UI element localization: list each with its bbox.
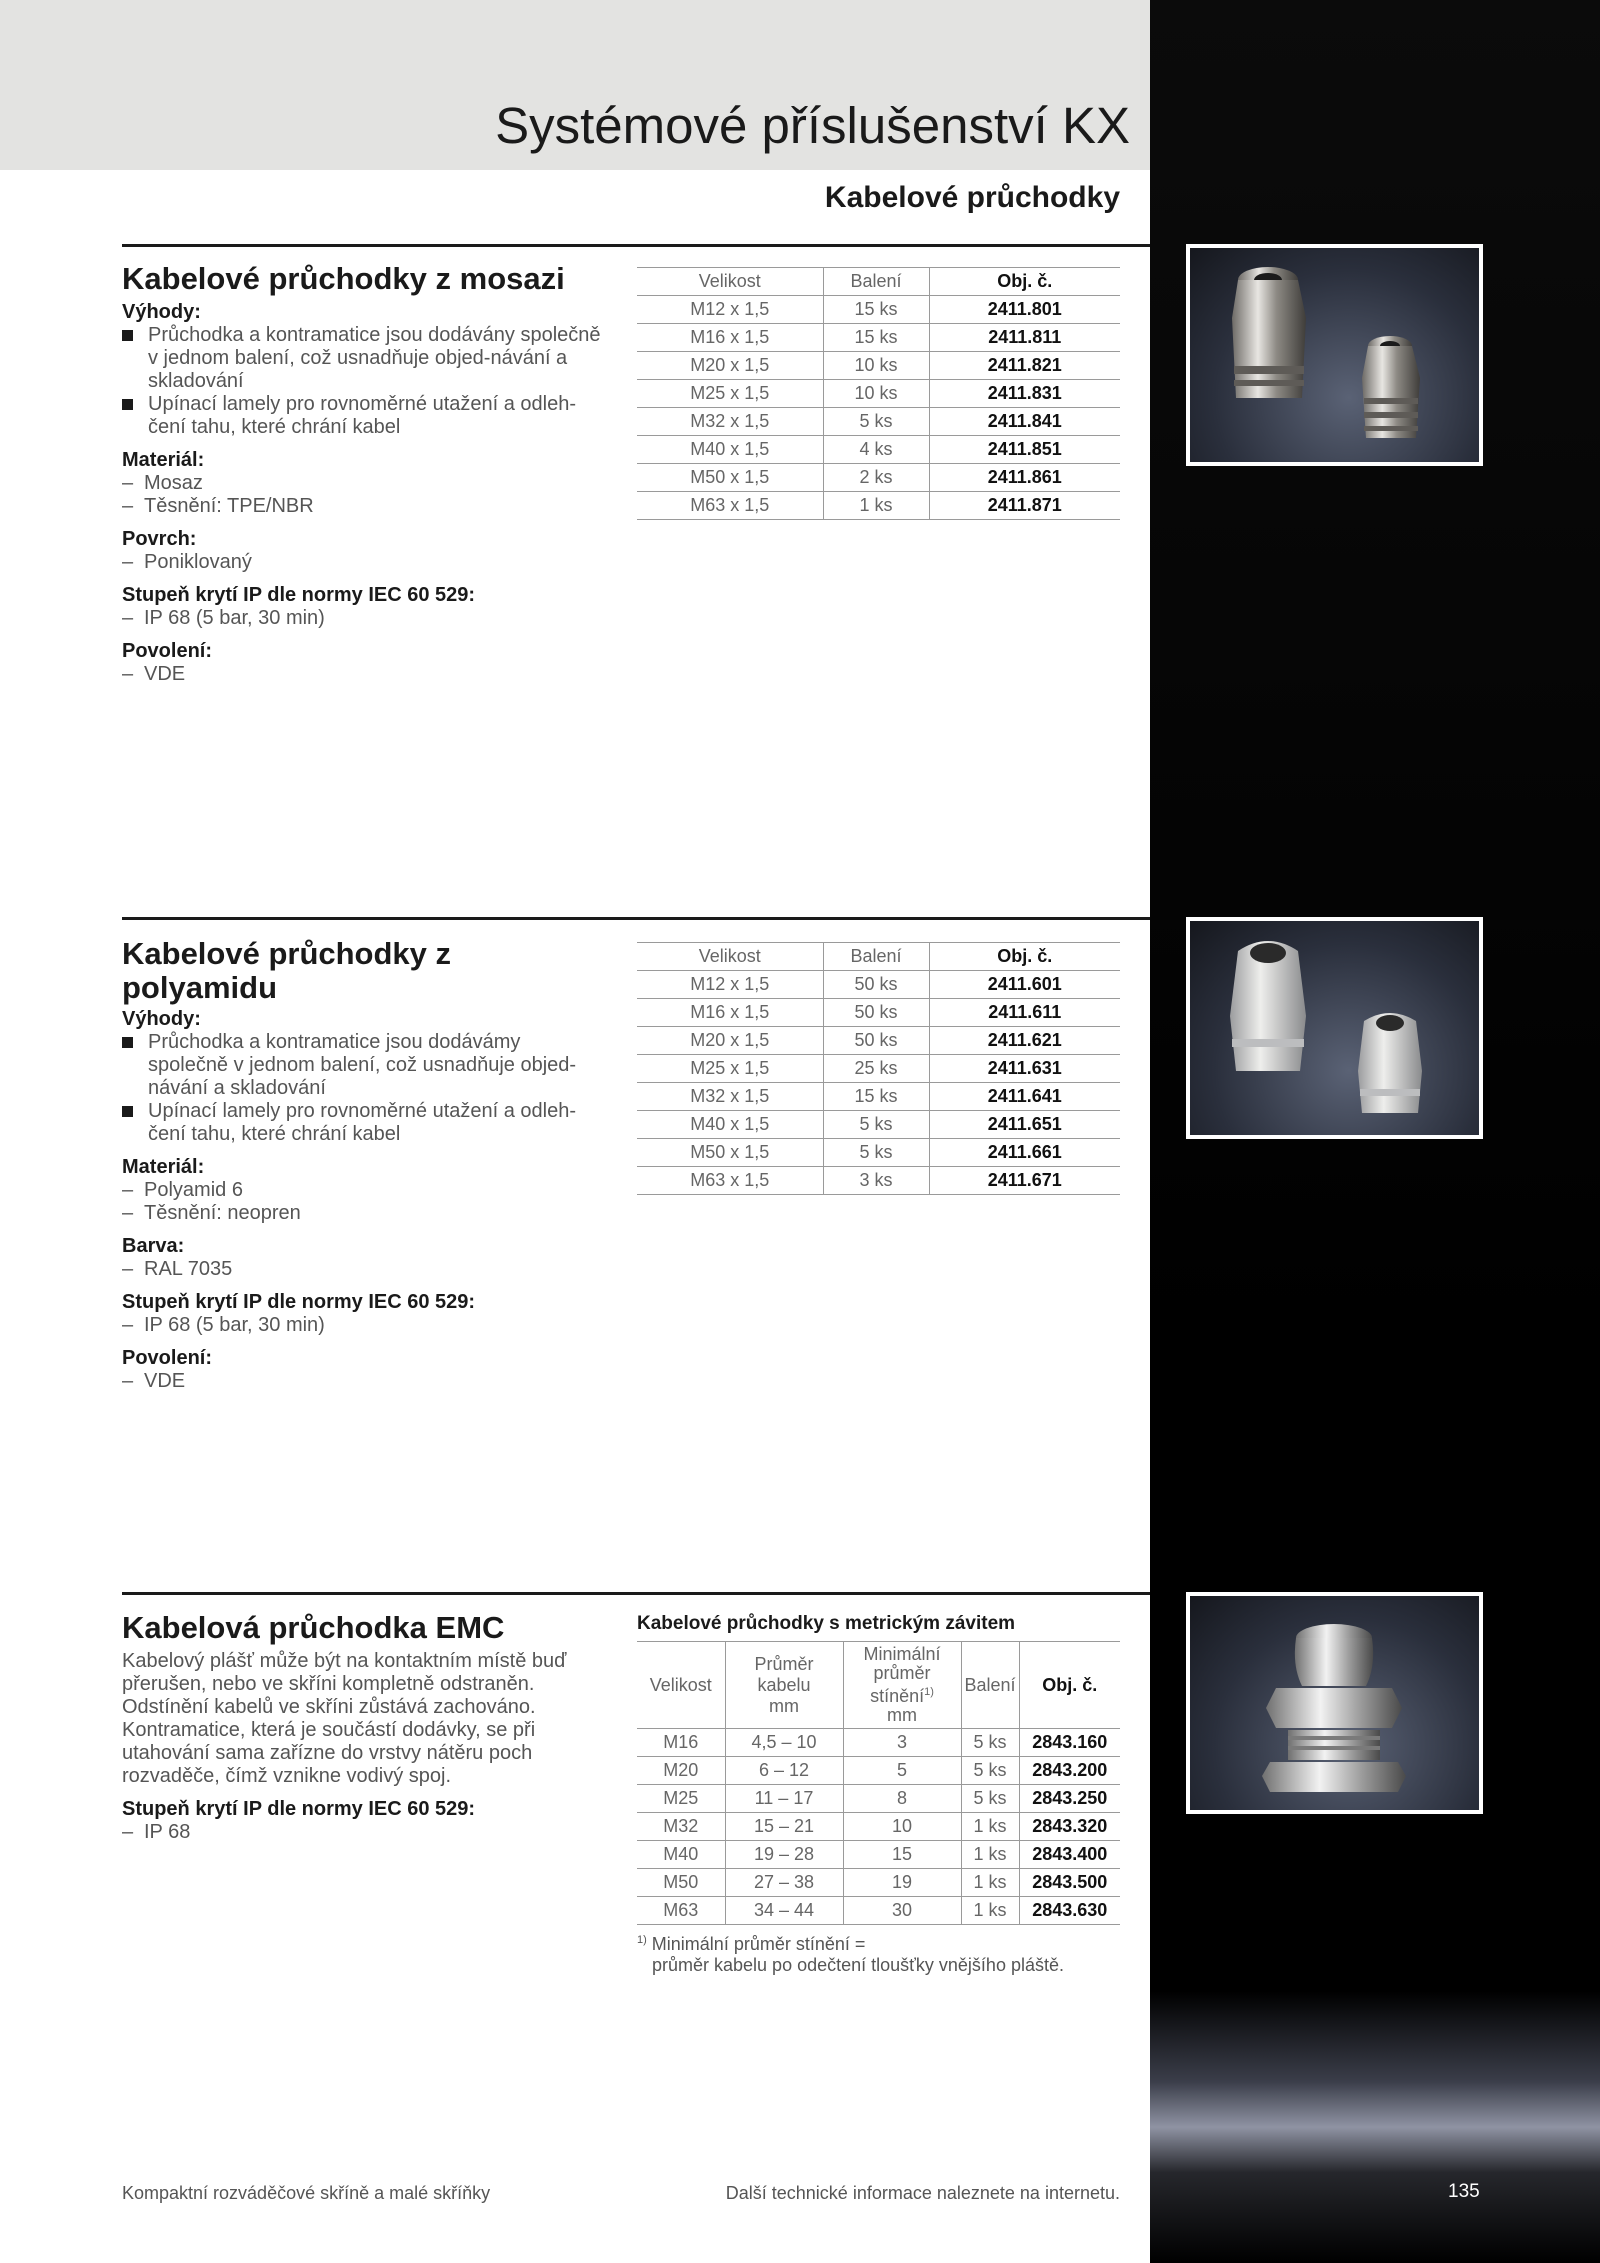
table-row: M16 x 1,5 50 ks 2411.611 xyxy=(637,999,1120,1027)
table-row: M63 34 – 44 30 1 ks 2843.630 xyxy=(637,1897,1120,1925)
ip-item: – IP 68 (5 bar, 30 min) xyxy=(122,1314,325,1336)
section-brass-details xyxy=(122,301,602,686)
section-title-polyamide: Kabelové průchodky z polyamidu xyxy=(122,936,452,1005)
table-row: M20 x 1,5 50 ks 2411.621 xyxy=(637,1027,1120,1055)
section-title-brass: Kabelové průchodky z mosazi xyxy=(122,261,565,296)
table-row: M63 x 1,5 3 ks 2411.671 xyxy=(637,1167,1120,1195)
ip-item: – IP 68 (5 bar, 30 min) xyxy=(122,607,325,629)
ip-item: – IP 68 xyxy=(122,1821,191,1843)
footer-left-text: Kompaktní rozváděčové skříně a malé skříňky xyxy=(122,2183,491,2203)
table-row: M40 x 1,5 5 ks 2411.651 xyxy=(637,1111,1120,1139)
col-header-order-no: Obj. č. xyxy=(929,268,1120,296)
section-divider xyxy=(122,244,1150,247)
material-item: – Polyamid 6 xyxy=(122,1179,243,1201)
bullet-square-icon xyxy=(122,1037,133,1048)
page-subtitle: Kabelové průchodky xyxy=(824,181,1120,214)
section-polyamide-details xyxy=(122,1008,602,1393)
section-divider xyxy=(122,917,1150,920)
table-row: M50 27 – 38 19 1 ks 2843.500 xyxy=(637,1869,1120,1897)
table-row: M32 15 – 21 10 1 ks 2843.320 xyxy=(637,1813,1120,1841)
polyamide-glands-table xyxy=(637,942,1120,1195)
table-row: M12 x 1,5 50 ks 2411.601 xyxy=(637,971,1120,999)
advantage-item: Upínací lamely pro rovnoměrné utažení a odleh-čení tahu, které chrání kabel xyxy=(122,1100,602,1146)
advantages-label: Výhody: xyxy=(122,301,201,323)
approval-item: – VDE xyxy=(122,663,186,685)
table-row: M25 x 1,5 25 ks 2411.631 xyxy=(637,1055,1120,1083)
polyamide-glands-illustration xyxy=(1190,921,1479,1135)
ip-label: Stupeň krytí IP dle normy IEC 60 529: xyxy=(122,1798,476,1820)
col-header-order-no: Obj. č. xyxy=(929,943,1120,971)
material-item: – Mosaz xyxy=(122,472,203,494)
surface-label: Povrch: xyxy=(122,528,197,550)
emc-gland-illustration xyxy=(1190,1596,1479,1810)
approval-label: Povolení: xyxy=(122,640,213,662)
col-header-pack: Balení xyxy=(961,1642,1019,1729)
advantage-item: Průchodka a kontramatice jsou dodávány společně v jednom balení, což usnadňuje objed-návání a skladování xyxy=(122,324,602,393)
material-item: – Těsnění: neopren xyxy=(122,1202,301,1224)
table-row: M40 x 1,5 4 ks 2411.851 xyxy=(637,436,1120,464)
emc-table-footnote: $^{1)}$ Minimální průměr stínění = průměr kabelu po odečtení tloušťky vnějšího pláště. xyxy=(637,1934,1064,1975)
footer-middle-text: Další technické informace naleznete na internetu. xyxy=(725,2183,1120,2203)
table-row: M63 x 1,5 1 ks 2411.871 xyxy=(637,492,1120,520)
table-row: M50 x 1,5 5 ks 2411.661 xyxy=(637,1139,1120,1167)
col-header-cable-diameter: Průměr kabelu mm xyxy=(725,1642,843,1729)
table-row: M32 x 1,5 5 ks 2411.841 xyxy=(637,408,1120,436)
approval-item: – VDE xyxy=(122,1370,186,1392)
col-header-pack: Balení xyxy=(823,943,929,971)
emc-cable-gland-photo xyxy=(1186,1592,1483,1814)
page-number: 135 xyxy=(1448,2181,1480,2202)
table-row: M12 x 1,5 15 ks 2411.801 xyxy=(637,296,1120,324)
table-row: M20 6 – 12 5 5 ks 2843.200 xyxy=(637,1757,1120,1785)
table-row: M40 19 – 28 15 1 ks 2843.400 xyxy=(637,1841,1120,1869)
material-item: – Těsnění: TPE/NBR xyxy=(122,495,314,517)
advantage-item: Upínací lamely pro rovnoměrné utažení a odleh-čení tahu, které chrání kabel xyxy=(122,393,602,439)
col-header-order-no: Obj. č. xyxy=(1019,1642,1120,1729)
bullet-square-icon xyxy=(122,1106,133,1117)
table-header-row xyxy=(637,268,1120,296)
section-emc-details xyxy=(122,1650,592,1844)
col-header-size: Velikost xyxy=(637,268,823,296)
col-header-size: Velikost xyxy=(637,1642,725,1729)
col-header-size: Velikost xyxy=(637,943,823,971)
emc-description: Kabelový plášť může být na kontaktním místě buď přerušen, nebo ve skříni kompletně odstraněn. Odstínění kabelů ve skříni zůstává zachováno. Kontramatice, která je součástí dodávky, se při utahování sama zařízne do vrstvy nátěru poch rozvaděče, čímž vznikne vodivý spoj. xyxy=(122,1650,567,1787)
table-row: M50 x 1,5 2 ks 2411.861 xyxy=(637,464,1120,492)
approval-label: Povolení: xyxy=(122,1347,213,1369)
col-header-pack: Balení xyxy=(823,268,929,296)
section-divider xyxy=(122,1592,1150,1595)
table-header-row xyxy=(637,1642,1120,1729)
color-item: – RAL 7035 xyxy=(122,1258,233,1280)
advantages-label: Výhody: xyxy=(122,1008,201,1030)
col-header-min-shield-diameter: Minimální průměr stínění$^{1)}$ mm xyxy=(843,1642,961,1729)
table-row: M16 x 1,5 15 ks 2411.811 xyxy=(637,324,1120,352)
emc-table-caption: Kabelové průchodky s metrickým závitem xyxy=(637,1613,1016,1634)
material-label: Materiál: xyxy=(122,449,205,471)
emc-glands-table xyxy=(637,1641,1120,1925)
surface-item: – Poniklovaný xyxy=(122,551,252,573)
advantage-item: Průchodka a kontramatice jsou dodávámy společně v jednom balení, což usnadňuje objed-návání a skladování xyxy=(122,1031,602,1100)
polyamide-cable-glands-photo xyxy=(1186,917,1483,1139)
table-row: M25 11 – 17 8 5 ks 2843.250 xyxy=(637,1785,1120,1813)
color-label: Barva: xyxy=(122,1235,185,1257)
ip-label: Stupeň krytí IP dle normy IEC 60 529: xyxy=(122,584,476,606)
table-row: M32 x 1,5 15 ks 2411.641 xyxy=(637,1083,1120,1111)
table-row: M16 4,5 – 10 3 5 ks 2843.160 xyxy=(637,1729,1120,1757)
brass-cable-glands-photo xyxy=(1186,244,1483,466)
page-title: Systémové příslušenství KX xyxy=(495,97,1130,154)
brass-glands-table xyxy=(637,267,1120,520)
bullet-square-icon xyxy=(122,330,133,341)
table-header-row xyxy=(637,943,1120,971)
brass-glands-illustration xyxy=(1190,248,1479,462)
ip-label: Stupeň krytí IP dle normy IEC 60 529: xyxy=(122,1291,476,1313)
bullet-square-icon xyxy=(122,399,133,410)
table-row: M20 x 1,5 10 ks 2411.821 xyxy=(637,352,1120,380)
material-label: Materiál: xyxy=(122,1156,205,1178)
section-title-emc: Kabelová průchodka EMC xyxy=(122,1610,505,1645)
table-row: M25 x 1,5 10 ks 2411.831 xyxy=(637,380,1120,408)
